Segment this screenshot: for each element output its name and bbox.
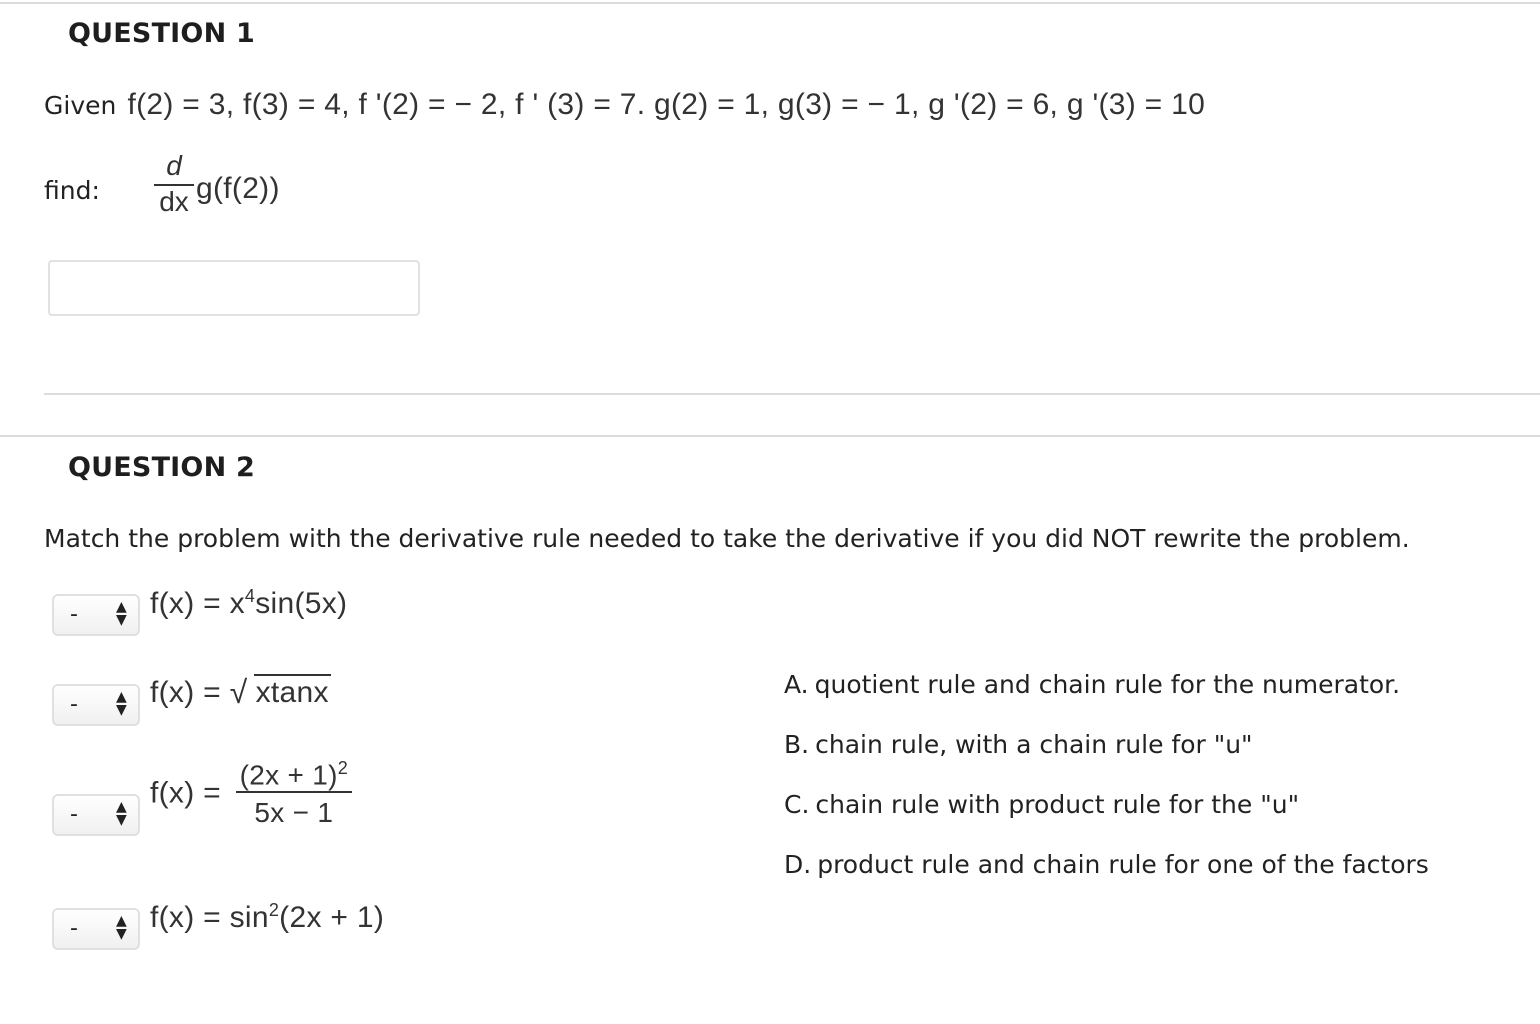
problem-3-expression: f(x) = $\frac{(2x + 1)^2}{5x - 1}$: [150, 758, 352, 829]
question-1-given: [44, 88, 1205, 122]
match-select-2[interactable]: [52, 684, 140, 726]
option-d: D. product rule and chain rule for one of the factors: [784, 850, 1429, 879]
select-value: -: [70, 692, 78, 717]
find-expression: g(f(2)): [196, 172, 280, 205]
square-root: √ xtanx: [229, 674, 329, 710]
given-label: Given: [44, 91, 117, 120]
match-select-3[interactable]: [52, 794, 140, 836]
up-down-arrows-icon: ▲ ▼: [116, 913, 127, 942]
match-select-1[interactable]: [52, 594, 140, 636]
derivative-operator: [152, 150, 196, 218]
up-down-arrows-icon: ▲ ▼: [116, 799, 127, 828]
fraction: $\frac{(2x + 1)^2}{5x - 1}$: [236, 758, 352, 829]
given-expression: f(2) = 3, f(3) = 4, f '(2) = − 2, f ' (3) = 7. g(2) = 1, g(3) = − 1, g '(2) = 6, g '(3) = 10: [127, 88, 1206, 121]
section-divider: [0, 435, 1540, 437]
option-a: A. quotient rule and chain rule for the numerator.: [784, 670, 1401, 699]
option-c: C. chain rule with product rule for the "u": [784, 790, 1300, 819]
select-value: -: [70, 602, 78, 627]
derivative-numerator: d: [166, 150, 182, 181]
select-value: -: [70, 802, 78, 827]
problem-1-expression: $f(x) = x^4\sin(5x)$: [150, 586, 348, 620]
question-1-bottom-divider: [44, 393, 1540, 395]
question-2-instructions: Match the problem with the derivative rule needed to take the derivative if you did NOT rewrite the problem.: [44, 524, 1410, 553]
match-select-4[interactable]: [52, 908, 140, 950]
up-down-arrows-icon: ▲ ▼: [116, 599, 127, 628]
problem-2-expression: f(x) = √ xtanx: [150, 674, 329, 710]
derivative-denominator: dx: [159, 186, 189, 217]
answer-input[interactable]: [48, 260, 420, 316]
select-value: -: [70, 916, 78, 941]
question-2-title: QUESTION 2: [68, 452, 255, 483]
question-1-title: QUESTION 1: [68, 18, 255, 49]
top-divider: [0, 2, 1540, 4]
up-down-arrows-icon: ▲ ▼: [116, 689, 127, 718]
option-b: B. chain rule, with a chain rule for "u": [784, 730, 1253, 759]
find-label: find:: [44, 176, 100, 205]
problem-4-expression: $f(x) = \sin^2(2x + 1)$: [150, 900, 385, 934]
